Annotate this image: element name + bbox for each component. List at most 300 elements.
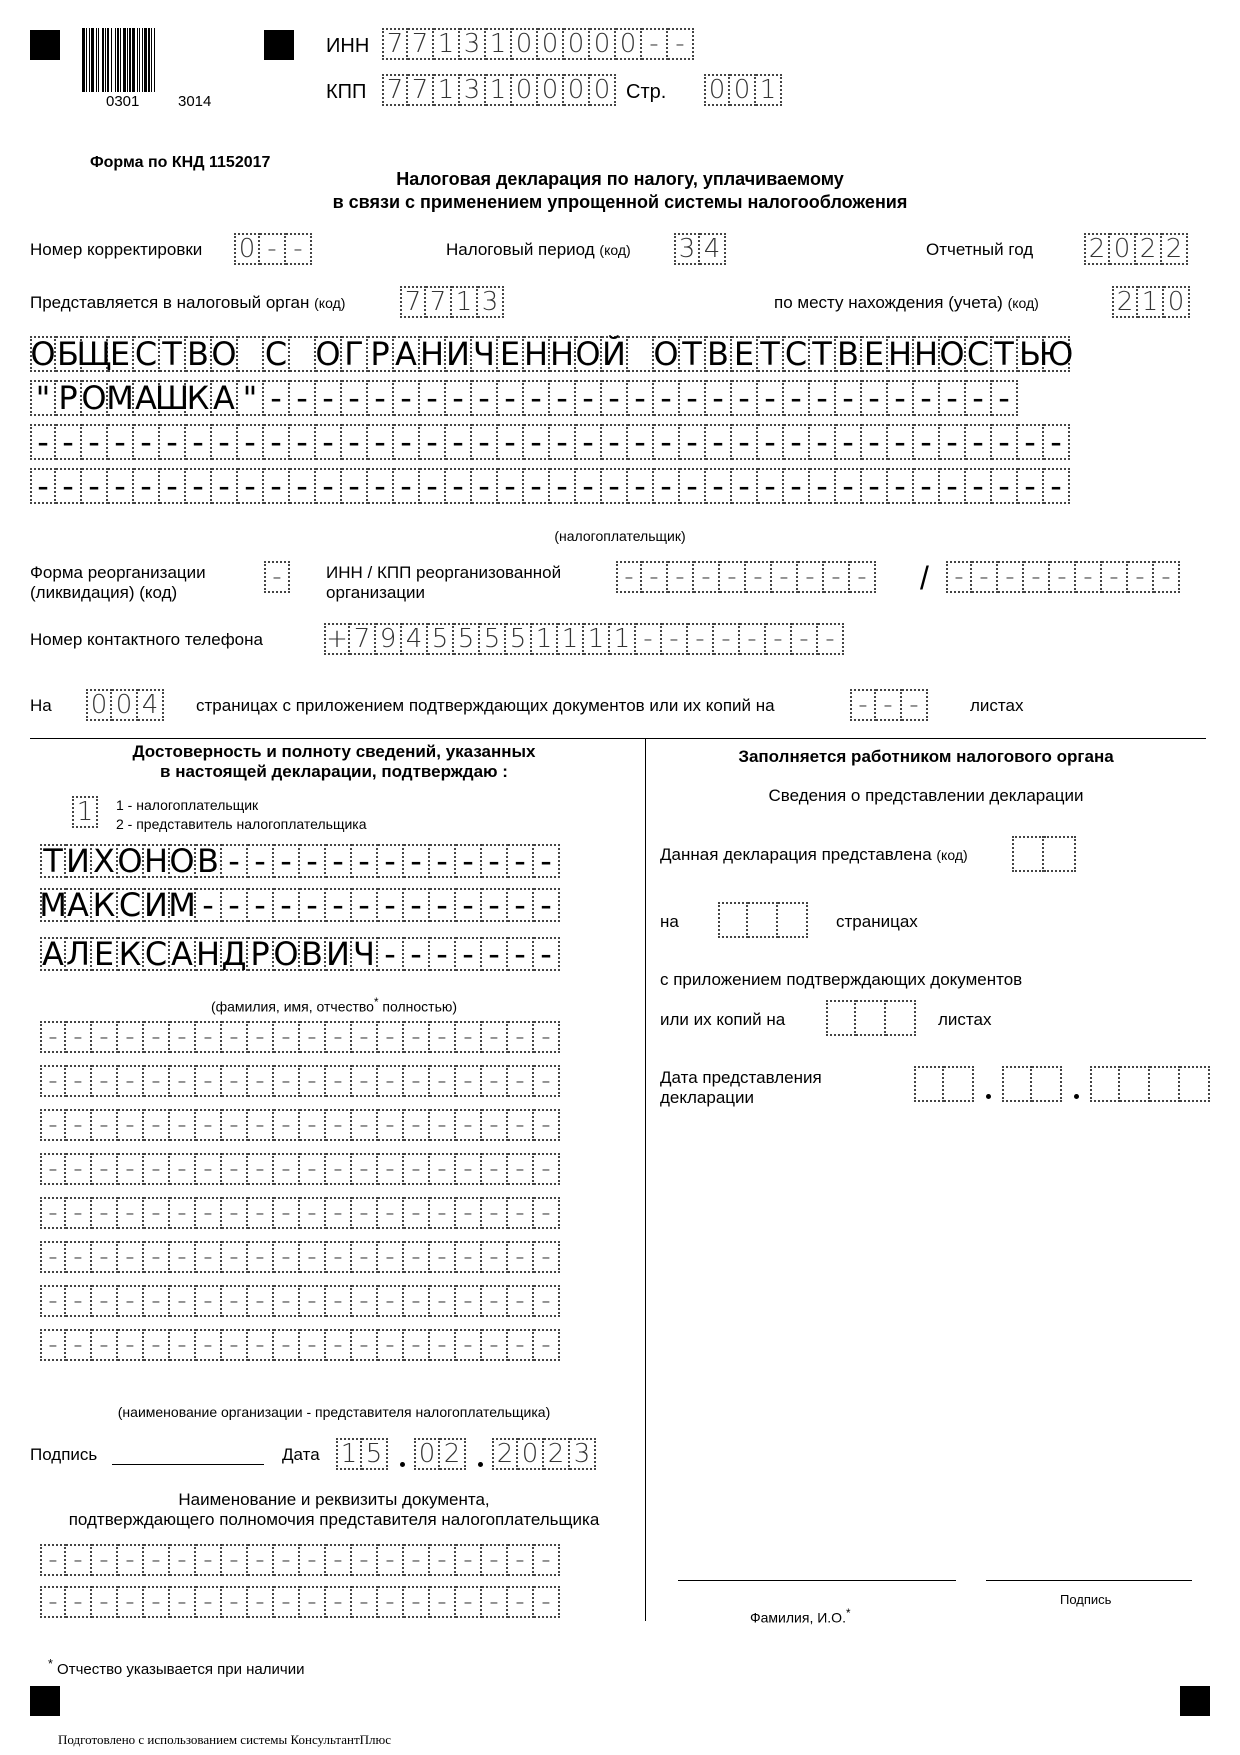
char-cell: - <box>274 1241 300 1273</box>
char-cell: - <box>668 561 694 593</box>
char-cell: - <box>144 1065 170 1097</box>
char-cell: - <box>248 1544 274 1576</box>
title-line-2: в связи с применением упрощенной системы налогообложения <box>332 192 908 212</box>
doc-line-2[interactable] <box>40 1586 560 1618</box>
char-cell: - <box>992 468 1018 504</box>
char-cell: - <box>222 1065 248 1097</box>
char-cell: 5 <box>506 623 532 655</box>
char-cell: 3 <box>460 74 486 106</box>
char-cell: - <box>642 561 668 593</box>
char-cell: - <box>550 468 576 504</box>
char-cell: - <box>378 1285 404 1317</box>
char-cell: - <box>40 1109 66 1141</box>
phone-label: Номер контактного телефона <box>30 630 263 649</box>
char-cell: - <box>248 1329 274 1361</box>
char-cell: 7 <box>400 286 426 318</box>
char-cell: - <box>836 468 862 504</box>
char-cell: - <box>654 468 680 504</box>
char-cell: - <box>972 561 998 593</box>
date-dot-2 <box>478 1462 483 1467</box>
period-label-text: Налоговый период <box>446 240 595 259</box>
char-cell: - <box>212 468 238 504</box>
barcode <box>82 28 238 92</box>
char-cell: - <box>326 1065 352 1097</box>
char-cell: - <box>248 844 274 878</box>
char-cell: И <box>144 888 170 922</box>
location-code-field[interactable] <box>1112 286 1190 318</box>
char-cell: 3 <box>570 1438 596 1470</box>
char-cell: - <box>222 888 248 922</box>
page-number-field[interactable] <box>704 74 782 106</box>
char-cell: - <box>300 1241 326 1273</box>
year-label: Отчетный год <box>926 240 1034 259</box>
char-cell: - <box>40 1021 66 1053</box>
date-year-field[interactable] <box>492 1438 596 1470</box>
taxpayer-line-3[interactable] <box>30 424 1070 460</box>
char-cell <box>856 1000 886 1036</box>
char-cell: - <box>420 380 446 416</box>
char-cell: - <box>706 468 732 504</box>
char-cell: - <box>654 424 680 460</box>
char-cell: 0 <box>234 233 260 265</box>
char-cell: - <box>196 1586 222 1618</box>
char-cell: - <box>550 380 576 416</box>
char-cell: - <box>430 1329 456 1361</box>
char-cell: - <box>66 1197 92 1229</box>
date-dot-1 <box>400 1462 405 1467</box>
char-cell: - <box>274 1544 300 1576</box>
char-cell: - <box>508 1329 534 1361</box>
char-cell: - <box>688 623 714 655</box>
char-cell: Д <box>221 935 247 973</box>
received-sheets-field[interactable] <box>826 1000 916 1036</box>
page-label: Стр. <box>626 81 667 103</box>
char-cell: - <box>92 1065 118 1097</box>
char-cell: - <box>300 1329 326 1361</box>
char-cell <box>1180 1066 1210 1102</box>
org-line-6[interactable] <box>40 1241 560 1273</box>
char-cell: - <box>170 1329 196 1361</box>
char-cell: - <box>430 1586 456 1618</box>
char-cell: - <box>300 844 326 878</box>
char-cell: - <box>352 1109 378 1141</box>
corner-marker-bottom-right <box>1180 1686 1210 1716</box>
footnote <box>48 1654 304 1680</box>
taxpayer-line-1[interactable] <box>30 335 1074 373</box>
char-cell: - <box>798 561 824 593</box>
char-cell: - <box>274 1586 300 1618</box>
char-cell: - <box>118 1241 144 1273</box>
signer-name-line-3[interactable] <box>40 937 560 971</box>
char-cell: Щ <box>76 335 112 373</box>
char-cell: - <box>378 888 404 922</box>
char-cell: Ч <box>472 336 498 372</box>
char-cell: М <box>106 379 134 417</box>
char-cell: - <box>30 468 56 504</box>
char-cell: - <box>810 468 836 504</box>
char-cell: - <box>524 380 550 416</box>
org-line-2[interactable] <box>40 1065 560 1097</box>
char-cell: - <box>92 1153 118 1185</box>
char-cell: - <box>404 1241 430 1273</box>
char-cell: - <box>508 888 534 922</box>
char-cell: - <box>134 468 160 504</box>
char-cell: - <box>998 561 1024 593</box>
char-cell: - <box>784 424 810 460</box>
char-cell <box>826 1000 856 1036</box>
char-cell: - <box>196 1544 222 1576</box>
officer-signature-line[interactable] <box>986 1580 1192 1581</box>
char-cell: - <box>352 1021 378 1053</box>
char-cell: - <box>92 1544 118 1576</box>
char-cell: - <box>248 1197 274 1229</box>
char-cell: О <box>273 935 299 973</box>
presentation-day-field[interactable] <box>914 1066 974 1102</box>
char-cell: С <box>966 336 992 372</box>
char-cell: - <box>680 424 706 460</box>
char-cell: О <box>117 842 143 880</box>
taxpayer-line-2[interactable] <box>30 380 1018 416</box>
char-cell: В <box>186 336 212 372</box>
char-cell: - <box>368 468 394 504</box>
char-cell: - <box>92 1329 118 1361</box>
reorg-form-field[interactable] <box>264 561 290 593</box>
char-cell: - <box>430 1241 456 1273</box>
char-cell: - <box>66 1285 92 1317</box>
report-year-field[interactable] <box>1084 233 1188 265</box>
char-cell: Н <box>549 335 575 373</box>
taxpayer-caption: (налогоплательщик) <box>554 528 686 544</box>
char-cell: - <box>482 1021 508 1053</box>
inn-field[interactable] <box>382 28 694 60</box>
char-cell: - <box>170 1065 196 1097</box>
char-cell: - <box>300 1197 326 1229</box>
presented-label <box>660 845 968 865</box>
signature-line[interactable] <box>112 1464 264 1465</box>
char-cell: Х <box>92 844 118 878</box>
char-cell: Ч <box>352 937 378 971</box>
char-cell: - <box>144 1021 170 1053</box>
sheets-label: листах <box>938 1010 992 1029</box>
char-cell: - <box>420 468 446 504</box>
name-caption-b: полностью) <box>382 998 458 1015</box>
char-cell: - <box>668 28 694 60</box>
char-cell: - <box>446 380 472 416</box>
char-cell: - <box>248 1285 274 1317</box>
char-cell: - <box>456 1197 482 1229</box>
char-cell: - <box>446 468 472 504</box>
char-cell: - <box>368 424 394 460</box>
correction-number-field[interactable] <box>234 233 312 265</box>
char-cell: - <box>482 1586 508 1618</box>
char-cell: - <box>212 424 238 460</box>
char-cell: - <box>404 1153 430 1185</box>
char-cell: Т <box>992 336 1018 372</box>
char-cell: - <box>326 1586 352 1618</box>
char-cell: 0 <box>512 74 538 106</box>
char-cell: - <box>876 689 902 721</box>
char-cell: - <box>482 844 508 878</box>
date-label: Дата <box>282 1445 320 1464</box>
tax-authority-label-text: Представляется в налоговый орган <box>30 293 310 312</box>
char-cell: - <box>680 468 706 504</box>
char-cell: - <box>1076 561 1102 593</box>
char-cell: - <box>170 1241 196 1273</box>
org-line-8[interactable] <box>40 1329 560 1361</box>
char-cell: - <box>694 561 720 593</box>
tax-period-field[interactable] <box>674 233 726 265</box>
pages-count-field[interactable] <box>86 689 164 721</box>
char-cell: - <box>196 1021 222 1053</box>
fio-line[interactable] <box>678 1580 956 1581</box>
corner-marker-bottom-left <box>30 1686 60 1716</box>
char-cell: - <box>732 424 758 460</box>
char-cell: - <box>196 1153 222 1185</box>
char-cell <box>886 1000 916 1036</box>
title-line-1: Налоговая декларация по налогу, уплачиваемому <box>396 169 844 189</box>
char-cell: 4 <box>700 233 726 265</box>
char-cell: - <box>326 1153 352 1185</box>
signer-name-line-2[interactable] <box>40 888 560 922</box>
char-cell: - <box>654 380 680 416</box>
char-cell: - <box>966 380 992 416</box>
char-cell: - <box>456 844 482 878</box>
char-cell: С <box>144 937 170 971</box>
char-cell: - <box>40 1197 66 1229</box>
reorg-inn-field[interactable] <box>616 561 876 593</box>
char-cell: - <box>992 424 1018 460</box>
char-cell: 7 <box>408 74 434 106</box>
char-cell: Н <box>887 335 913 373</box>
signer-code-field[interactable] <box>72 796 98 828</box>
char-cell: - <box>456 937 482 971</box>
char-cell: - <box>602 424 628 460</box>
char-cell: - <box>508 844 534 878</box>
column-divider <box>645 738 646 1621</box>
presented-code-field[interactable] <box>1012 836 1076 872</box>
doc-line-1[interactable] <box>40 1544 560 1576</box>
org-line-5[interactable] <box>40 1197 560 1229</box>
char-cell: О <box>939 335 965 373</box>
char-cell: - <box>196 1065 222 1097</box>
char-cell: - <box>430 937 456 971</box>
char-cell: - <box>378 1153 404 1185</box>
char-cell: Е <box>862 336 888 372</box>
corner-marker-top-middle <box>264 30 294 60</box>
org-line-1[interactable] <box>40 1021 560 1053</box>
char-cell: К <box>118 937 144 971</box>
char-cell: - <box>352 1153 378 1185</box>
char-cell: - <box>430 1021 456 1053</box>
char-cell: 0 <box>1110 233 1136 265</box>
org-line-7[interactable] <box>40 1285 560 1317</box>
char-cell: - <box>222 1021 248 1053</box>
date-day-field[interactable] <box>336 1438 388 1470</box>
char-cell: - <box>342 468 368 504</box>
char-cell: 0 <box>86 689 112 721</box>
char-cell: - <box>326 1241 352 1273</box>
char-cell: - <box>662 623 688 655</box>
char-cell: - <box>430 1065 456 1097</box>
char-cell: - <box>378 1109 404 1141</box>
char-cell: - <box>824 561 850 593</box>
tax-authority-code-label: (код) <box>314 295 346 311</box>
char-cell: 0 <box>564 74 590 106</box>
char-cell: - <box>430 1109 456 1141</box>
char-cell: Е <box>108 336 134 372</box>
char-cell: - <box>850 689 876 721</box>
reorg-inn-kpp-label: ИНН / КПП реорганизованной организации <box>326 563 562 602</box>
reorg-separator: / <box>920 560 929 596</box>
char-cell: - <box>940 380 966 416</box>
char-cell: - <box>92 1197 118 1229</box>
char-cell: Е <box>92 937 118 971</box>
char-cell: В <box>706 336 732 372</box>
char-cell: К <box>186 380 212 416</box>
char-cell: - <box>144 1544 170 1576</box>
char-cell: - <box>394 424 420 460</box>
char-cell: О <box>653 335 679 373</box>
char-cell: - <box>430 1197 456 1229</box>
char-cell: - <box>534 888 560 922</box>
char-cell: 9 <box>376 623 402 655</box>
char-cell: - <box>914 424 940 460</box>
char-cell: - <box>1044 424 1070 460</box>
period-code-label: (код) <box>599 242 631 258</box>
received-pages-field[interactable] <box>718 902 808 938</box>
org-line-3[interactable] <box>40 1109 560 1141</box>
taxpayer-line-4[interactable] <box>30 468 1070 504</box>
org-line-4[interactable] <box>40 1153 560 1185</box>
char-cell: - <box>524 424 550 460</box>
presentation-month-field[interactable] <box>1002 1066 1062 1102</box>
char-cell: - <box>420 424 446 460</box>
char-cell <box>718 902 748 938</box>
char-cell: - <box>222 1153 248 1185</box>
date-month-field[interactable] <box>414 1438 466 1470</box>
char-cell: - <box>576 424 602 460</box>
kpp-field[interactable] <box>382 74 616 106</box>
char-cell: - <box>456 1285 482 1317</box>
form-code: Форма по КНД 1152017 <box>90 154 271 171</box>
char-cell: Ь <box>1018 336 1044 372</box>
char-cell: - <box>66 1109 92 1141</box>
char-cell: 4 <box>138 689 164 721</box>
char-cell: - <box>316 380 342 416</box>
char-cell: - <box>160 468 186 504</box>
tax-authority-field[interactable] <box>400 286 504 318</box>
char-cell: - <box>534 1241 560 1273</box>
char-cell: - <box>144 1197 170 1229</box>
char-cell: - <box>144 1153 170 1185</box>
char-cell: - <box>482 1329 508 1361</box>
presentation-date-dot-1 <box>986 1094 991 1099</box>
location-label-text: по месту нахождения (учета) <box>774 293 1003 312</box>
char-cell: 0 <box>538 74 564 106</box>
char-cell: С <box>264 336 290 372</box>
char-cell: 5 <box>362 1438 388 1470</box>
char-cell: - <box>758 424 784 460</box>
char-cell: - <box>56 424 82 460</box>
char-cell <box>628 336 654 372</box>
docs-count-field[interactable] <box>850 689 928 721</box>
char-cell: - <box>352 1544 378 1576</box>
pages-suffix: листах <box>970 696 1024 715</box>
char-cell: - <box>914 468 940 504</box>
char-cell: - <box>602 380 628 416</box>
char-cell: 3 <box>674 233 700 265</box>
char-cell: - <box>534 1586 560 1618</box>
char-cell: - <box>482 1109 508 1141</box>
char-cell: 1 <box>336 1438 362 1470</box>
char-cell <box>1032 1066 1062 1102</box>
presentation-year-field[interactable] <box>1090 1066 1210 1102</box>
char-cell: 1 <box>434 28 460 60</box>
char-cell: 0 <box>590 74 616 106</box>
char-cell: О <box>211 335 237 373</box>
char-cell: - <box>274 1153 300 1185</box>
char-cell: - <box>66 1153 92 1185</box>
char-cell: - <box>222 1109 248 1141</box>
char-cell: - <box>888 380 914 416</box>
char-cell: - <box>404 1544 430 1576</box>
presentation-date-label: Дата представления декларации <box>660 1068 822 1107</box>
char-cell: Н <box>419 335 445 373</box>
char-cell: - <box>352 844 378 878</box>
char-cell: - <box>1018 424 1044 460</box>
char-cell: - <box>404 1197 430 1229</box>
char-cell: - <box>160 424 186 460</box>
char-cell: - <box>508 1241 534 1273</box>
char-cell: Ш <box>154 379 190 417</box>
char-cell: - <box>40 1544 66 1576</box>
char-cell: - <box>274 844 300 878</box>
char-cell: - <box>740 623 766 655</box>
char-cell: - <box>66 1021 92 1053</box>
char-cell: - <box>534 844 560 878</box>
char-cell: - <box>482 1197 508 1229</box>
char-cell: 0 <box>414 1438 440 1470</box>
char-cell: - <box>222 1241 248 1273</box>
char-cell: - <box>56 468 82 504</box>
signer-name-line-1[interactable] <box>40 844 560 878</box>
char-cell: - <box>1102 561 1128 593</box>
phone-field[interactable] <box>324 623 844 655</box>
char-cell: - <box>290 468 316 504</box>
char-cell: - <box>1128 561 1154 593</box>
char-cell: М <box>168 886 196 924</box>
char-cell: - <box>274 1197 300 1229</box>
char-cell: - <box>40 1241 66 1273</box>
reorg-kpp-field[interactable] <box>946 561 1180 593</box>
char-cell: - <box>720 561 746 593</box>
presented-code-label: (код) <box>936 847 968 863</box>
char-cell: - <box>144 1241 170 1273</box>
char-cell: - <box>222 844 248 878</box>
char-cell: - <box>888 468 914 504</box>
char-cell: - <box>482 888 508 922</box>
char-cell: - <box>66 1241 92 1273</box>
char-cell: В <box>300 937 326 971</box>
char-cell: - <box>446 424 472 460</box>
char-cell: - <box>472 468 498 504</box>
char-cell: - <box>352 1065 378 1097</box>
char-cell: В <box>196 844 222 878</box>
char-cell: - <box>222 1329 248 1361</box>
char-cell: - <box>508 1586 534 1618</box>
name-caption-star: * <box>373 996 379 1009</box>
char-cell: - <box>66 1544 92 1576</box>
